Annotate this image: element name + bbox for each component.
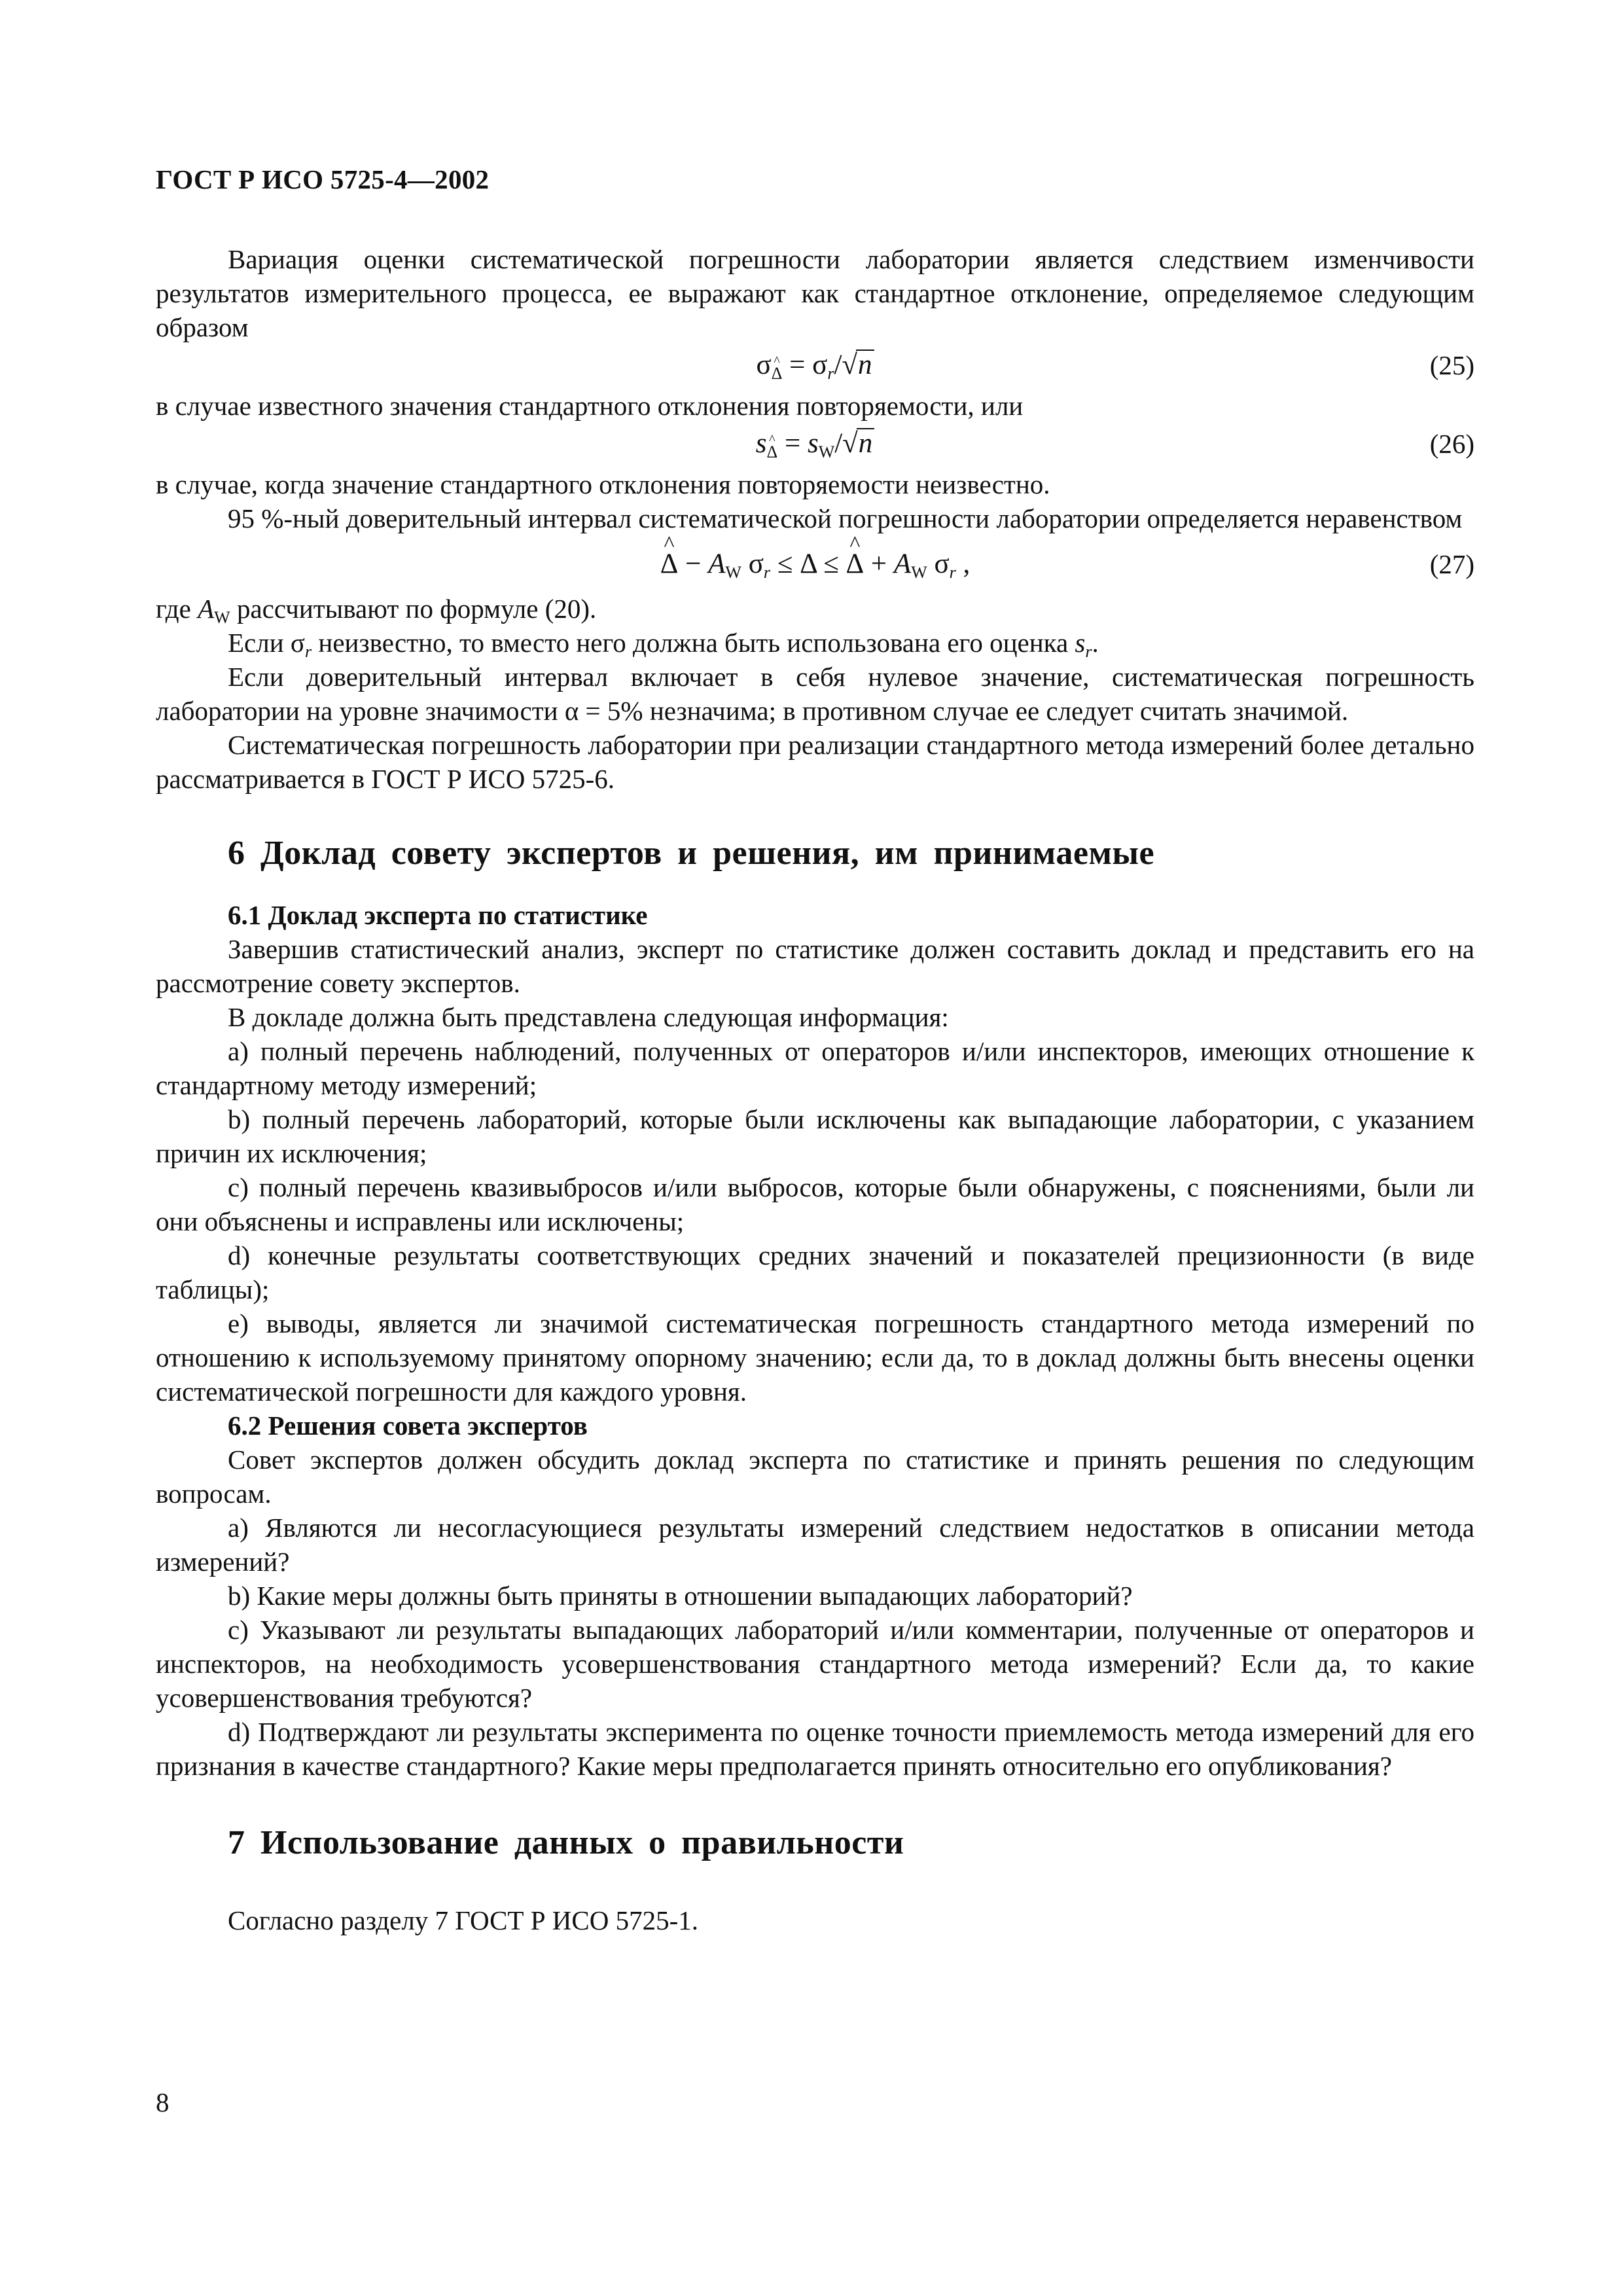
section-6-title: 6 Доклад совету экспертов и решения, им принимаемые — [228, 834, 1155, 872]
list-item-6-2-d: d) Подтверждают ли результаты эксперимента по оценке точности приемлемость метода измерений для его признания в качестве стандартного? Какие меры предполагается принять относительно его опубликования? — [156, 1717, 1474, 1781]
list-item-6-1-d: d) конечные результаты соответствующих средних значений и показателей прецизионности (в виде таблицы); — [156, 1240, 1474, 1304]
paragraph-where: где $A_W$ рассчитывают по формуле (20). — [156, 594, 597, 627]
list-item-6-2-c: с) Указывают ли результаты выпадающих лабораторий и/или комментарии, полученные от операторов и инспекторов, на необходимость усовершенствования стандартного метода измерений? Если да, то какие усовершенствования требуются? — [156, 1615, 1474, 1713]
document-body — [156, 242, 1474, 1937]
formula-26-number: (26) — [1429, 429, 1474, 459]
subsection-6-2-title: 6.2 Решения совета экспертов — [228, 1410, 588, 1441]
document-page — [156, 0, 1474, 2296]
formula-25 — [156, 344, 1474, 389]
paragraph-confidence-interval: 95 %-ный доверительный интервал систематической погрешности лаборатории определяется неравенством — [228, 503, 1463, 533]
formula-27-expression: ^ $\Delta - A_W$ $\sigma_r \le \Delta$ ≤ ^ $\Delta + A_W$ $\sigma_r$ , — [156, 547, 1474, 581]
list-item-6-2-a: а) Являются ли несогласующиеся результаты измерений следствием недостатков в описании метода измерений? — [156, 1513, 1474, 1577]
paragraph-6-1-intro: Завершив статистический анализ, эксперт по статистике должен составить доклад и представить его на рассмотрение совету экспертов. — [156, 934, 1474, 998]
paragraph-6-1-info: В докладе должна быть представлена следующая информация: — [228, 1002, 949, 1032]
subsection-6-1-title: 6.1 Доклад эксперта по статистике — [228, 900, 648, 930]
formula-27-number: (27) — [1429, 549, 1474, 579]
paragraph-zero-value: Если доверительный интервал включает в себя нулевое значение, систематическая погрешность лаборатории на уровне значимости α = 5% незначима; в противном случае ее следует считать значимой. — [156, 662, 1474, 726]
paragraph-if-unknown: Если $\sigma_r$ неизвестно, то вместо него должна быть использована его оценка $s_r$. — [228, 628, 1099, 661]
list-item-6-1-c: с) полный перечень квазивыбросов и/или выбросов, которые были обнаружены, с пояснениями, были ли они объяснены и исправлены или исключены; — [156, 1172, 1474, 1236]
paragraph-detail: Систематическая погрешность лаборатории при реализации стандартного метода измерений более детально рассматривается в ГОСТ Р ИСО 5725-6. — [156, 730, 1474, 794]
paragraph-after-26: в случае, когда значение стандартного отклонения повторяемости неизвестно. — [156, 469, 1050, 499]
list-item-6-1-b: b) полный перечень лабораторий, которые были исключены как выпадающие лаборатории, с указанием причин их исключения; — [156, 1104, 1474, 1168]
page-number: 8 — [156, 2087, 169, 2117]
formula-26 — [156, 423, 1474, 467]
formula-25-expression: σ^ $\Delta = \sigma_r/√n$ — [156, 348, 1474, 382]
list-item-6-1-e: е) выводы, является ли значимой систематическая погрешность стандартного метода измерений по отношению к используемому принятому опорному значению; если да, то в доклад должны быть внесены оценки систематической погрешности для каждого уровня. — [156, 1308, 1474, 1407]
document-header: ГОСТ Р ИСО 5725-4—2002 — [156, 164, 490, 194]
list-item-6-2-b: b) Какие меры должны быть приняты в отношении выпадающих лабораторий? — [228, 1581, 1133, 1611]
formula-25-number: (25) — [1429, 350, 1474, 380]
list-item-6-1-a: а) полный перечень наблюдений, полученных от операторов и/или инспекторов, имеющих отношение к стандартному методу измерений; — [156, 1036, 1474, 1100]
section-7-title: 7 Использование данных о правильности — [228, 1824, 904, 1861]
paragraph-6-2-intro: Совет экспертов должен обсудить доклад эксперта по статистике и принять решения по следующим вопросам. — [156, 1444, 1474, 1509]
paragraph-variation: Вариация оценки систематической погрешности лаборатории является следствием изменчивости результатов измерительного процесса, ее выражают как стандартное отклонение, определяемое следующим образом — [156, 244, 1474, 342]
formula-27 — [156, 535, 1474, 592]
paragraph-after-25: в случае известного значения стандартного отклонения повторяемости, или — [156, 391, 1024, 421]
paragraph-7: Согласно разделу 7 ГОСТ Р ИСО 5725-1. — [228, 1905, 699, 1935]
formula-26-expression: s^ $\Delta = s_W/√n$ — [156, 427, 1474, 461]
